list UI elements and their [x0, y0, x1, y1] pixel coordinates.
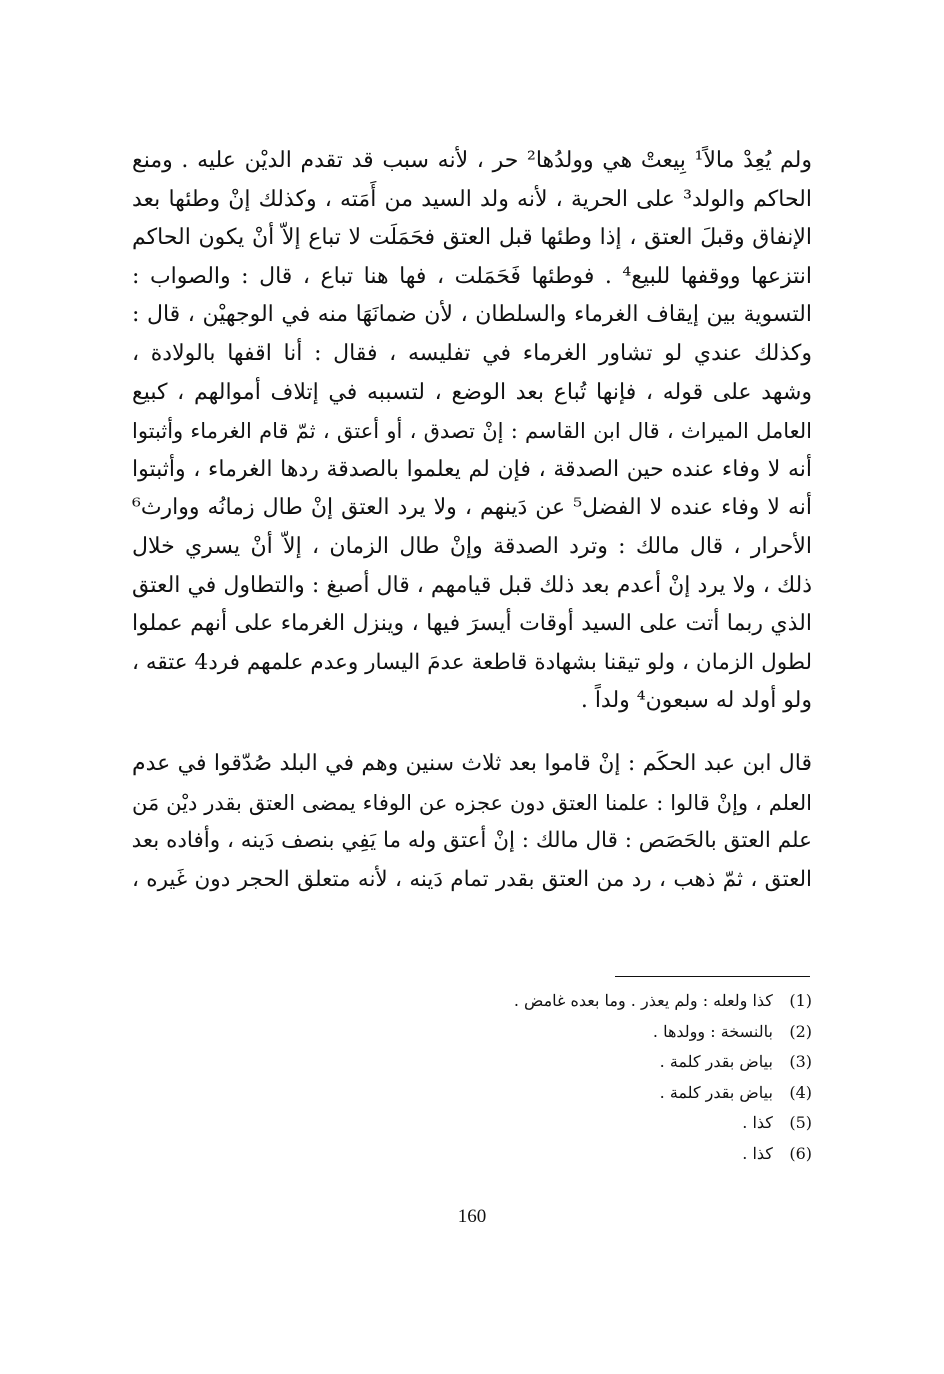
paragraph-1 — [132, 142, 812, 721]
footnote-text: كذا . — [742, 1113, 773, 1132]
text-line: وكذلك عندي لو تشاور الغرماء في تفليسه ، فقال : أنا اقفها بالولادة ، — [132, 340, 812, 366]
text-line: الحاكم والولد³ على الحرية ، لأنه ولد السيد من أَمَته ، وكذلك إنْ وطئها بعد — [132, 186, 812, 212]
footnote-number: (2) — [789, 1021, 812, 1041]
footnote-item — [300, 1047, 812, 1078]
footnote-item — [300, 1108, 812, 1139]
text-line: الأحرار ، قال مالك : وترد الصدقة وإنْ طال الزمان ، إلاّ أنْ يسري خلال — [132, 533, 812, 559]
text-line: أنه لا وفاء عنده لا الفضل⁵ عن دَينهم ، ولا يرد العتق إنْ طال زمانُه ووارث⁶ — [132, 495, 812, 521]
footnote-text: بياض بقدر كلمة . — [659, 1082, 773, 1102]
footnote-number: (3) — [789, 1052, 812, 1071]
paragraph-2 — [132, 745, 812, 899]
footnote-number: (6) — [789, 1143, 812, 1163]
text-line: قال ابن عبد الحكَم : إنْ قاموا بعد ثلاث سنين وهم في البلد صُدّقوا في عدم — [132, 750, 812, 776]
page-number: 160 — [457, 1206, 487, 1227]
paragraph-gap — [132, 721, 812, 745]
footnote-text: بياض بقدر كلمة . — [659, 1052, 773, 1071]
footnotes — [300, 986, 812, 1169]
text-line: لطول الزمان ، ولو تيقنا بشهادة قاطعة عدمَ اليسار وعدم علمهم فرد4 عتقه ، — [132, 649, 812, 675]
text-line: ولو أولد له سبعون⁴ ولداً . — [580, 688, 812, 714]
text-line: انتزعها ووقفها للبيع⁴ . فوطئها فَحَمَلت ، فها هنا تباع ، قال : والصواب : — [132, 263, 812, 289]
text-line: ذلك ، ولا يرد إنْ أعدم بعد ذلك قبل قيامهم ، قال أصبغ : والتطاول في العتق — [132, 572, 812, 598]
text-line: العامل الميراث ، قال ابن القاسم : إنْ تصدق ، أو أعتق ، ثمّ قام الغرماء وأثبتوا — [132, 419, 812, 444]
footnote-item — [300, 986, 812, 1017]
main-text — [132, 142, 812, 899]
text-line: وشهد على قوله ، فإنها تُباع بعد الوضع ، لتسببه في إتلاف أموالهم ، كبيع — [132, 379, 812, 405]
footnote-text: كذا ولعله : ولم يعذر . وما بعده غامض . — [513, 991, 773, 1010]
footnote-text: كذا . — [742, 1143, 773, 1163]
footnote-item — [300, 1078, 812, 1109]
footnote-text: بالنسخة : وولدها . — [652, 1021, 773, 1041]
footnote-number: (5) — [789, 1113, 812, 1132]
footnote-item — [300, 1017, 812, 1048]
text-line: ولم يُعِدْ مالاً¹ بِيعتْ هي وولدُها² حر ، لأنه سبب قد تقدم الديْن عليه . ومنع — [132, 148, 812, 173]
text-line: العلم ، وإنْ قالوا : علمنا العتق دون عجزه عن الوفاء يمضى العتق بقدر ديْن مَن — [132, 790, 812, 815]
text-line: الذي ربما أتت على السيد أوقات أيسرَ فيها ، وينزل الغرماء على أنهم عملوا — [132, 611, 812, 637]
text-line: علم العتق بالحَصَص : قال مالك : إنْ أعتق وله ما يَفِي بنصف دَينه ، وأفاده بعد — [132, 828, 812, 854]
footnote-number: (4) — [789, 1082, 812, 1102]
footnote-divider — [615, 976, 810, 977]
text-line: أنه لا وفاء عنده حين الصدقة ، فإن لم يعلموا بالصدقة ردها الغرماء ، وأثبتوا — [132, 456, 812, 482]
text-line: الإنفاق وقبلَ العتق ، إذا وطئها قبل العتق فحَمَلَت لا تباع إلاّ أنْ يكون الحاكم — [132, 225, 812, 251]
text-line: العتق ، ثمّ ذهب ، رد من العتق بقدر تمام دَينه ، لأنه متعلق الحجر دون غَيره ، — [132, 866, 812, 892]
footnote-number: (1) — [789, 991, 812, 1010]
footnote-item — [300, 1139, 812, 1170]
text-line: التسوية بين إيقاف الغرماء والسلطان ، لأن ضمانَهَا منه في الوجهيْن ، قال : — [132, 302, 812, 328]
